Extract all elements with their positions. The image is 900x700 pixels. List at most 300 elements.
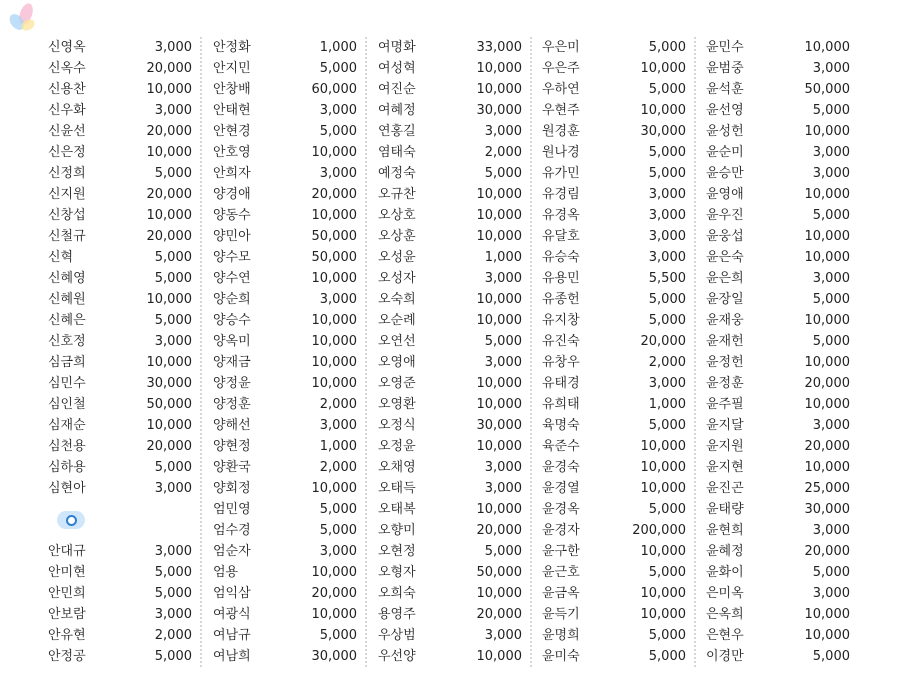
donor-name: 윤순미	[706, 145, 744, 160]
donor-name: 염태숙	[378, 145, 416, 160]
list-item	[706, 436, 850, 457]
list-item	[542, 37, 686, 58]
list-item	[48, 163, 192, 184]
list-item	[378, 310, 522, 331]
donation-amount: 20,000	[311, 586, 357, 601]
donation-amount: 25,000	[804, 481, 850, 496]
donor-name: 유창우	[542, 355, 580, 370]
column-5	[706, 37, 850, 667]
list-item	[48, 268, 192, 289]
donation-amount: 5,000	[319, 124, 357, 139]
donation-amount: 3,000	[484, 355, 522, 370]
donor-name: 안정공	[48, 649, 86, 664]
donation-amount: 10,000	[476, 439, 522, 454]
donation-amount: 3,000	[154, 481, 192, 496]
donation-amount: 10,000	[311, 208, 357, 223]
list-item	[48, 247, 192, 268]
donation-amount: 2,000	[648, 355, 686, 370]
circle-marker-icon[interactable]	[57, 511, 85, 529]
donation-amount: 5,000	[812, 292, 850, 307]
donation-amount: 5,000	[154, 166, 192, 181]
donor-name: 우현주	[542, 103, 580, 118]
donation-amount: 50,000	[311, 250, 357, 265]
list-item	[213, 163, 357, 184]
donation-amount: 5,000	[648, 418, 686, 433]
list-item	[378, 58, 522, 79]
donor-name: 엄순자	[213, 544, 251, 559]
list-item	[48, 142, 192, 163]
donation-amount: 5,000	[648, 40, 686, 55]
donor-name: 은미옥	[706, 586, 744, 601]
donation-amount: 3,000	[812, 166, 850, 181]
donor-name: 양옥미	[213, 334, 251, 349]
list-item	[542, 331, 686, 352]
donation-amount: 3,000	[154, 334, 192, 349]
list-item	[378, 646, 522, 667]
column-2	[213, 37, 357, 667]
donation-amount: 3,000	[812, 523, 850, 538]
list-item	[378, 415, 522, 436]
donation-amount: 10,000	[311, 481, 357, 496]
donor-name: 오숙희	[378, 292, 416, 307]
list-item	[542, 247, 686, 268]
donation-amount: 30,000	[804, 502, 850, 517]
list-item	[213, 436, 357, 457]
donor-name: 원경훈	[542, 124, 580, 139]
donor-name: 신철규	[48, 229, 86, 244]
donor-name: 윤화이	[706, 565, 744, 580]
donor-name: 신창섭	[48, 208, 86, 223]
donor-name: 유지창	[542, 313, 580, 328]
donation-amount: 10,000	[476, 187, 522, 202]
donation-amount: 3,000	[812, 586, 850, 601]
donation-amount: 10,000	[804, 187, 850, 202]
donation-amount: 3,000	[154, 103, 192, 118]
donor-name: 윤성헌	[706, 124, 744, 139]
donor-name: 윤재웅	[706, 313, 744, 328]
list-item	[378, 352, 522, 373]
list-item	[48, 100, 192, 121]
list-item	[706, 226, 850, 247]
donation-amount: 50,000	[476, 565, 522, 580]
list-item	[378, 331, 522, 352]
donor-name: 심인철	[48, 397, 86, 412]
donor-name: 안태현	[213, 103, 251, 118]
list-item	[706, 415, 850, 436]
donor-name: 여진순	[378, 82, 416, 97]
donation-amount: 5,000	[812, 649, 850, 664]
list-item	[378, 247, 522, 268]
donation-amount: 3,000	[484, 460, 522, 475]
donation-amount: 5,000	[648, 502, 686, 517]
donor-name: 엄수경	[213, 523, 251, 538]
donation-amount: 1,000	[648, 397, 686, 412]
list-item	[213, 352, 357, 373]
list-item	[706, 121, 850, 142]
donor-name: 양회정	[213, 481, 251, 496]
donor-name: 양수연	[213, 271, 251, 286]
list-item	[542, 226, 686, 247]
donation-amount: 10,000	[640, 61, 686, 76]
donation-amount: 10,000	[804, 229, 850, 244]
list-item	[542, 79, 686, 100]
list-item	[213, 247, 357, 268]
column-3	[378, 37, 522, 667]
donation-amount: 5,000	[319, 628, 357, 643]
donor-name: 여성혁	[378, 61, 416, 76]
donation-amount: 10,000	[311, 271, 357, 286]
list-item	[213, 499, 357, 520]
donor-name: 안유현	[48, 628, 86, 643]
donor-name: 윤지원	[706, 439, 744, 454]
list-item	[48, 205, 192, 226]
donation-amount: 5,000	[484, 334, 522, 349]
donation-amount: 10,000	[476, 292, 522, 307]
donation-amount: 10,000	[476, 229, 522, 244]
list-item	[213, 394, 357, 415]
donor-name: 오상호	[378, 208, 416, 223]
list-item	[48, 331, 192, 352]
donor-name: 여명화	[378, 40, 416, 55]
list-item	[706, 331, 850, 352]
column-4	[542, 37, 686, 667]
donation-amount: 3,000	[484, 481, 522, 496]
list-item	[706, 394, 850, 415]
list-item	[706, 100, 850, 121]
donation-amount: 30,000	[640, 124, 686, 139]
donation-amount: 20,000	[146, 124, 192, 139]
donation-amount: 20,000	[476, 607, 522, 622]
list-item	[48, 415, 192, 436]
donor-name: 심천용	[48, 439, 86, 454]
list-item	[48, 457, 192, 478]
donor-name: 양승수	[213, 313, 251, 328]
donor-name: 신은정	[48, 145, 86, 160]
donor-name: 윤득기	[542, 607, 580, 622]
donation-amount: 30,000	[476, 418, 522, 433]
donor-name: 오형자	[378, 565, 416, 580]
donor-name: 양동수	[213, 208, 251, 223]
list-item	[48, 373, 192, 394]
list-item	[542, 541, 686, 562]
donor-name: 오연선	[378, 334, 416, 349]
list-item	[213, 79, 357, 100]
donor-name: 윤혜정	[706, 544, 744, 559]
donor-name: 윤근호	[542, 565, 580, 580]
donation-amount: 5,500	[648, 271, 686, 286]
list-item	[706, 289, 850, 310]
list-item	[378, 37, 522, 58]
donation-amount: 5,000	[154, 649, 192, 664]
column-separator	[694, 37, 696, 667]
donor-name: 유종헌	[542, 292, 580, 307]
donation-amount: 5,000	[319, 502, 357, 517]
donation-amount: 10,000	[804, 313, 850, 328]
donation-amount: 5,000	[648, 649, 686, 664]
donor-name: 심재순	[48, 418, 86, 433]
list-item	[213, 583, 357, 604]
donor-name: 예정숙	[378, 166, 416, 181]
list-item	[706, 163, 850, 184]
list-item	[706, 604, 850, 625]
donor-name: 윤웅섭	[706, 229, 744, 244]
donor-name: 윤경열	[542, 481, 580, 496]
donor-name: 윤범중	[706, 61, 744, 76]
column-separator	[200, 37, 202, 667]
list-item	[542, 583, 686, 604]
donation-amount: 10,000	[476, 586, 522, 601]
donor-name: 오희숙	[378, 586, 416, 601]
donation-amount: 20,000	[804, 544, 850, 559]
donation-amount: 20,000	[804, 376, 850, 391]
donor-name: 윤지달	[706, 418, 744, 433]
list-item	[213, 37, 357, 58]
list-item	[378, 604, 522, 625]
donor-name: 여남희	[213, 649, 251, 664]
list-item	[378, 226, 522, 247]
donation-amount: 33,000	[476, 40, 522, 55]
donor-name: 안희자	[213, 166, 251, 181]
donation-amount: 20,000	[640, 334, 686, 349]
list-item	[213, 625, 357, 646]
donation-amount: 10,000	[311, 355, 357, 370]
donation-amount: 10,000	[640, 544, 686, 559]
donor-name: 윤영애	[706, 187, 744, 202]
list-item	[542, 373, 686, 394]
list-item	[213, 457, 357, 478]
donation-amount: 10,000	[311, 565, 357, 580]
list-item	[542, 184, 686, 205]
donation-amount: 10,000	[146, 418, 192, 433]
donor-name: 여광식	[213, 607, 251, 622]
list-item	[542, 604, 686, 625]
donation-amount: 10,000	[804, 40, 850, 55]
list-item	[48, 79, 192, 100]
donor-name: 오정윤	[378, 439, 416, 454]
donation-amount: 10,000	[476, 502, 522, 517]
donation-amount: 10,000	[804, 124, 850, 139]
donation-amount: 5,000	[812, 334, 850, 349]
list-item	[706, 373, 850, 394]
donor-name: 오정식	[378, 418, 416, 433]
donation-amount: 50,000	[146, 397, 192, 412]
donation-amount: 3,000	[648, 187, 686, 202]
list-item	[48, 625, 192, 646]
donor-name: 윤은희	[706, 271, 744, 286]
list-item	[706, 478, 850, 499]
list-item	[213, 646, 357, 667]
donor-name: 오상훈	[378, 229, 416, 244]
donor-name: 윤정훈	[706, 376, 744, 391]
donation-amount: 3,000	[812, 145, 850, 160]
donor-name: 오영준	[378, 376, 416, 391]
donor-name: 윤미숙	[542, 649, 580, 664]
list-item	[706, 37, 850, 58]
donation-amount: 10,000	[146, 292, 192, 307]
donor-name: 신혜은	[48, 313, 86, 328]
donation-amount: 10,000	[311, 376, 357, 391]
donation-amount: 5,000	[648, 292, 686, 307]
donor-name: 유태경	[542, 376, 580, 391]
list-item	[542, 646, 686, 667]
donor-name: 안창배	[213, 82, 251, 97]
list-item	[378, 625, 522, 646]
donation-amount: 10,000	[804, 397, 850, 412]
list-item	[378, 79, 522, 100]
donation-amount: 10,000	[146, 82, 192, 97]
donation-amount: 10,000	[311, 607, 357, 622]
donor-name: 윤주필	[706, 397, 744, 412]
donation-amount: 5,000	[812, 565, 850, 580]
donation-amount: 3,000	[484, 628, 522, 643]
list-item	[213, 604, 357, 625]
donor-name: 심하용	[48, 460, 86, 475]
donor-name: 신용찬	[48, 82, 86, 97]
donor-name: 양현정	[213, 439, 251, 454]
donation-amount: 5,000	[319, 523, 357, 538]
donor-name: 양순희	[213, 292, 251, 307]
donation-amount: 3,000	[812, 271, 850, 286]
list-item	[706, 646, 850, 667]
list-item	[706, 583, 850, 604]
list-item	[48, 604, 192, 625]
donor-name: 양민아	[213, 229, 251, 244]
donor-name: 양정윤	[213, 376, 251, 391]
list-item	[48, 352, 192, 373]
list-item	[542, 562, 686, 583]
donation-amount: 10,000	[311, 145, 357, 160]
donation-amount: 50,000	[804, 82, 850, 97]
donor-name: 안민희	[48, 586, 86, 601]
column-separator	[530, 37, 532, 667]
donor-name: 여남규	[213, 628, 251, 643]
list-item	[213, 142, 357, 163]
donor-name: 신혜영	[48, 271, 86, 286]
list-item	[378, 478, 522, 499]
donation-amount: 3,000	[648, 208, 686, 223]
donor-name: 유승숙	[542, 250, 580, 265]
donor-name: 안호영	[213, 145, 251, 160]
donor-name: 양수모	[213, 250, 251, 265]
donation-amount: 50,000	[311, 229, 357, 244]
donation-amount: 5,000	[484, 166, 522, 181]
donor-name: 윤구한	[542, 544, 580, 559]
donor-name: 윤민수	[706, 40, 744, 55]
donation-amount: 10,000	[640, 460, 686, 475]
donor-name: 오향미	[378, 523, 416, 538]
donation-amount: 5,000	[154, 565, 192, 580]
donation-amount: 3,000	[154, 40, 192, 55]
donation-amount: 3,000	[319, 103, 357, 118]
list-item	[706, 562, 850, 583]
donor-name: 우상범	[378, 628, 416, 643]
list-item	[378, 205, 522, 226]
donor-name: 오채영	[378, 460, 416, 475]
list-item	[706, 184, 850, 205]
donation-amount: 10,000	[804, 355, 850, 370]
donation-amount: 1,000	[484, 250, 522, 265]
donation-amount: 10,000	[640, 586, 686, 601]
list-item	[48, 646, 192, 667]
list-item	[378, 562, 522, 583]
donation-amount: 10,000	[146, 355, 192, 370]
list-item	[706, 499, 850, 520]
donor-name: 연홍길	[378, 124, 416, 139]
donation-amount: 5,000	[812, 103, 850, 118]
donation-amount: 30,000	[311, 649, 357, 664]
list-item	[706, 58, 850, 79]
donation-amount: 20,000	[146, 229, 192, 244]
list-item	[706, 142, 850, 163]
list-item	[542, 625, 686, 646]
list-item	[48, 478, 192, 499]
donor-name: 신우화	[48, 103, 86, 118]
donor-name: 신지원	[48, 187, 86, 202]
list-item	[542, 205, 686, 226]
list-item	[542, 499, 686, 520]
donation-amount: 1,000	[319, 439, 357, 454]
donor-name: 오영애	[378, 355, 416, 370]
donation-amount: 3,000	[319, 166, 357, 181]
donor-name: 육준수	[542, 439, 580, 454]
donor-name: 윤진곤	[706, 481, 744, 496]
list-item	[213, 373, 357, 394]
donation-amount: 5,000	[154, 271, 192, 286]
list-item	[542, 436, 686, 457]
list-item	[213, 58, 357, 79]
donation-amount: 20,000	[146, 61, 192, 76]
list-item	[213, 415, 357, 436]
donation-amount: 3,000	[154, 607, 192, 622]
list-item	[378, 457, 522, 478]
donor-name: 신영옥	[48, 40, 86, 55]
donor-name: 양정훈	[213, 397, 251, 412]
donor-name: 윤명희	[542, 628, 580, 643]
list-item	[48, 583, 192, 604]
list-item	[542, 352, 686, 373]
list-item	[542, 142, 686, 163]
donor-name: 오순례	[378, 313, 416, 328]
list-item	[213, 478, 357, 499]
list-item	[213, 562, 357, 583]
list-item	[378, 499, 522, 520]
list-item	[48, 394, 192, 415]
donation-amount: 10,000	[804, 628, 850, 643]
donor-name: 유가민	[542, 166, 580, 181]
donation-amount: 5,000	[812, 208, 850, 223]
list-item	[542, 121, 686, 142]
donor-name: 엄용	[213, 565, 239, 580]
donor-name: 윤정헌	[706, 355, 744, 370]
donation-amount: 10,000	[476, 376, 522, 391]
donation-amount: 3,000	[648, 229, 686, 244]
list-item	[213, 520, 357, 541]
donor-name: 오규찬	[378, 187, 416, 202]
list-item	[706, 352, 850, 373]
donor-name: 윤경옥	[542, 502, 580, 517]
list-item	[542, 163, 686, 184]
list-item	[706, 625, 850, 646]
list-item	[378, 121, 522, 142]
list-item	[542, 100, 686, 121]
list-item	[378, 289, 522, 310]
donor-name: 오성윤	[378, 250, 416, 265]
donation-amount: 5,000	[648, 166, 686, 181]
donor-name: 안보람	[48, 607, 86, 622]
donation-amount: 5,000	[154, 586, 192, 601]
list-item	[213, 541, 357, 562]
donor-name: 오현정	[378, 544, 416, 559]
